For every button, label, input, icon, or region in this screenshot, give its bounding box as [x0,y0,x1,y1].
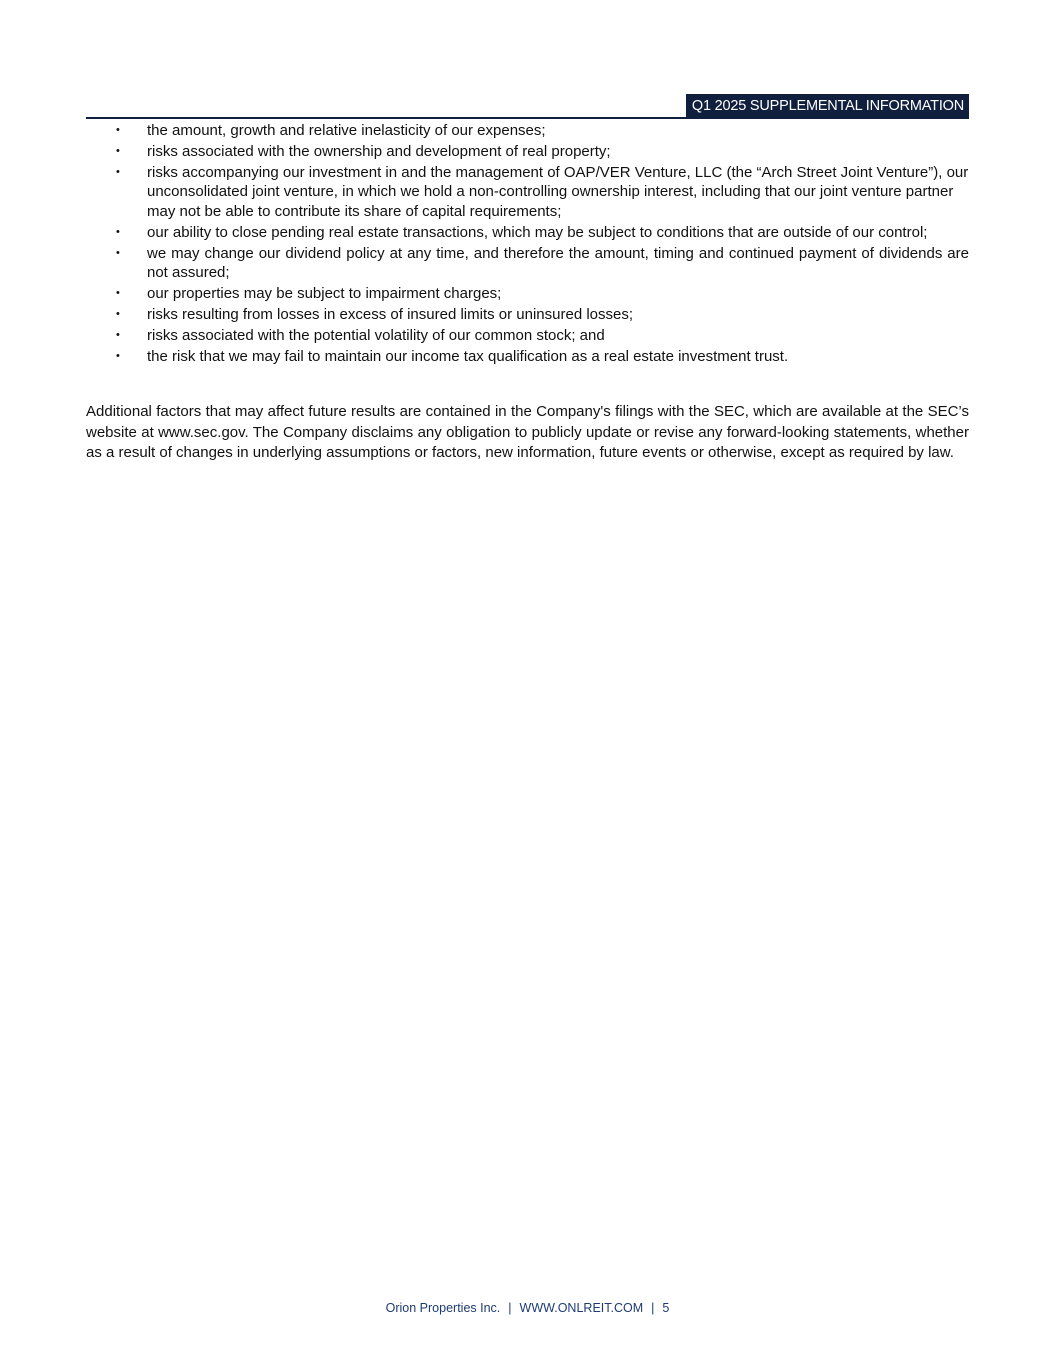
bullet-icon: • [116,165,120,178]
bullet-icon: • [116,124,120,136]
bullet-icon: • [116,246,120,259]
list-item [86,121,969,141]
list-item-text: our ability to close pending real estate transactions, which may be subject to conditions that are outside of our control; [147,223,928,241]
bullet-icon: • [116,225,120,238]
list-item-text: risks associated with the potential volatility of our common stock; and [147,327,605,345]
footer-separator: | [651,1301,655,1315]
footer-separator: | [508,1301,512,1315]
risk-factor-list [86,121,969,368]
footer-company: Orion Properties Inc. [385,1301,501,1315]
bullet-icon: • [116,329,120,342]
bullet-icon: • [116,308,120,321]
list-item-text: risks accompanying our investment in and the management of OAP/VER Venture, LLC (the “Arch Street Joint Venture”), our unconsolidated joint venture, in which we hold a non-controlling ownership interest, including that our joint venture partner may not be able to contribute its share of capital requirements; [147,163,969,220]
bullet-icon: • [116,349,120,362]
list-item [86,284,969,304]
bullet-icon: • [116,144,120,157]
list-item [86,244,969,283]
section-header-tab: Q1 2025 SUPPLEMENTAL INFORMATION [686,94,969,118]
page-number: 5 [662,1301,670,1315]
list-item-text: risks associated with the ownership and development of real property; [147,142,611,160]
footer-website-link[interactable]: WWW.ONLREIT.COM [519,1301,644,1315]
list-item-text: we may change our dividend policy at any time, and therefore the amount, timing and continued payment of dividends are not assured; [147,244,969,282]
list-item-text: our properties may be subject to impairment charges; [147,285,502,303]
header-divider [86,117,969,119]
list-item [86,223,969,243]
closing-paragraph: Additional factors that may affect future results are contained in the Company's filings with the SEC, which are available at the SEC’s website at www.sec.gov. The Company disclaims any obligation to publicly update or revise any forward-looking statements, whether as a result of changes in underlying assumptions or factors, new information, future events or otherwise, except as required by law. [86,403,969,462]
list-item [86,305,969,325]
list-item [86,142,969,162]
list-item [86,347,969,367]
list-item [86,163,969,222]
list-item-text: the amount, growth and relative inelasticity of our expenses; [147,122,546,139]
list-item-text: the risk that we may fail to maintain our income tax qualification as a real estate investment trust. [147,347,789,365]
bullet-icon: • [116,287,120,300]
list-item-text: risks resulting from losses in excess of insured limits or uninsured losses; [147,306,634,324]
list-item [86,326,969,346]
page-footer [0,1299,1055,1317]
